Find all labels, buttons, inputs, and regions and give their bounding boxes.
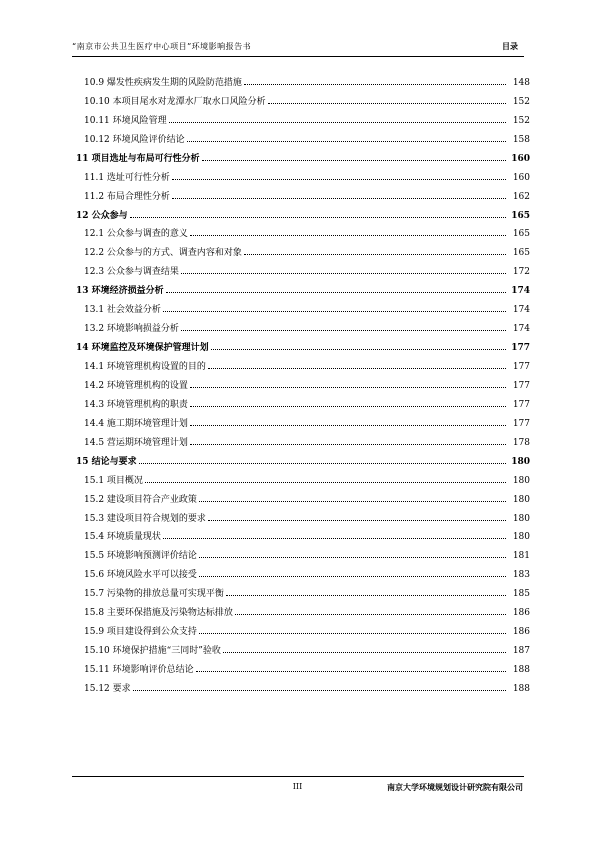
toc-leader-dots bbox=[208, 367, 506, 369]
toc-leader-dots bbox=[172, 197, 506, 199]
toc-entry-page: 186 bbox=[512, 627, 530, 638]
toc-leader-dots bbox=[235, 613, 506, 615]
page-header bbox=[72, 38, 524, 56]
toc-entry-page: 180 bbox=[512, 532, 530, 543]
toc-leader-dots bbox=[190, 424, 506, 426]
toc-entry-page: 177 bbox=[512, 380, 530, 391]
toc-entry-label: 10.11 环境风险管理 bbox=[84, 115, 167, 126]
toc-entry-label: 15.1 项目概况 bbox=[84, 475, 143, 486]
toc-section-entry[interactable] bbox=[76, 505, 530, 524]
toc-leader-dots bbox=[190, 443, 506, 445]
toc-entry-label: 15.2 建设项目符合产业政策 bbox=[84, 494, 197, 505]
toc-section-entry[interactable] bbox=[76, 315, 530, 334]
toc-section-entry[interactable] bbox=[76, 561, 530, 580]
toc-entry-label: 13 环境经济损益分析 bbox=[76, 286, 164, 297]
toc-entry-label: 15.10 环境保护措施“三同时”验收 bbox=[84, 646, 221, 657]
toc-section-entry[interactable] bbox=[76, 239, 530, 258]
toc-leader-dots bbox=[226, 594, 506, 596]
toc-entry-label: 13.1 社会效益分析 bbox=[84, 305, 161, 316]
toc-section-entry[interactable] bbox=[76, 542, 530, 561]
toc-entry-page: 152 bbox=[512, 115, 530, 126]
toc-entry-page: 172 bbox=[512, 267, 530, 278]
toc-section-entry[interactable] bbox=[76, 164, 530, 183]
toc-entry-label: 15.11 环境影响评价总结论 bbox=[84, 665, 194, 675]
toc-leader-dots bbox=[202, 159, 506, 161]
toc-section-entry[interactable] bbox=[76, 410, 530, 429]
toc-entry-page: 177 bbox=[512, 362, 530, 372]
toc-leader-dots bbox=[187, 140, 506, 142]
toc-leader-dots bbox=[163, 310, 506, 312]
toc-entry-page: 160 bbox=[512, 172, 530, 183]
toc-section-entry[interactable] bbox=[76, 580, 530, 599]
toc-entry-label: 14.3 环境管理机构的职责 bbox=[84, 399, 188, 410]
toc-leader-dots bbox=[196, 670, 506, 672]
toc-entry-label: 14.5 营运期环境管理计划 bbox=[84, 437, 188, 448]
toc-entry-label: 15.5 环境影响预测评价结论 bbox=[84, 551, 197, 562]
toc-entry-page: 185 bbox=[512, 589, 530, 600]
toc-leader-dots bbox=[181, 329, 506, 331]
toc-entry-page: 186 bbox=[512, 608, 530, 619]
toc-leader-dots bbox=[166, 291, 506, 293]
toc-leader-dots bbox=[244, 253, 506, 255]
toc-entry-label: 12.1 公众参与调查的意义 bbox=[84, 229, 188, 240]
toc-entry-page: 165 bbox=[512, 229, 530, 240]
toc-entry-label: 15.6 环境风险水平可以接受 bbox=[84, 570, 197, 581]
toc-entry-page: 152 bbox=[512, 96, 530, 107]
toc-chapter-entry[interactable] bbox=[76, 145, 530, 164]
toc-entry-page: 174 bbox=[511, 286, 530, 297]
toc-section-entry[interactable] bbox=[76, 618, 530, 637]
toc-entry-label: 15.8 主要环保措施及污染物达标排放 bbox=[84, 608, 233, 619]
toc-entry-page: 180 bbox=[511, 456, 530, 467]
page-number: III bbox=[292, 782, 303, 791]
toc-entry-label: 14.1 环境管理机构设置的目的 bbox=[84, 362, 206, 372]
toc-entry-page: 174 bbox=[512, 305, 530, 316]
toc-section-entry[interactable] bbox=[76, 353, 530, 372]
toc-leader-dots bbox=[208, 519, 506, 521]
toc-entry-label: 15.4 环境质量现状 bbox=[84, 532, 161, 543]
toc-entry-page: 174 bbox=[512, 324, 530, 335]
toc-entry-label: 13.2 环境影响损益分析 bbox=[84, 324, 179, 335]
toc-section-entry[interactable] bbox=[76, 183, 530, 202]
header-divider bbox=[72, 56, 524, 57]
toc-entry-page: 180 bbox=[512, 513, 530, 524]
toc-section-entry[interactable] bbox=[76, 656, 530, 675]
toc-chapter-entry[interactable] bbox=[76, 202, 530, 221]
toc-entry-page: 183 bbox=[512, 570, 530, 581]
toc-entry-label: 10.9 爆发性疾病发生期的风险防范措施 bbox=[84, 77, 242, 88]
toc-section-entry[interactable] bbox=[76, 675, 530, 694]
toc-leader-dots bbox=[145, 481, 506, 483]
toc-section-entry[interactable] bbox=[76, 467, 530, 486]
toc-entry-page: 162 bbox=[512, 191, 530, 202]
section-title: 目录 bbox=[502, 41, 518, 51]
toc-leader-dots bbox=[199, 500, 506, 502]
toc-entry-label: 11.1 选址可行性分析 bbox=[84, 172, 170, 183]
toc-entry-label: 11.2 布局合理性分析 bbox=[84, 191, 170, 202]
toc-section-entry[interactable] bbox=[76, 599, 530, 618]
toc-entry-label: 15.3 建设项目符合规划的要求 bbox=[84, 513, 206, 524]
toc-leader-dots bbox=[172, 178, 506, 180]
toc-section-entry[interactable] bbox=[76, 69, 530, 88]
toc-leader-dots bbox=[268, 102, 506, 104]
toc-entry-page: 158 bbox=[512, 134, 530, 145]
toc-entry-label: 15.7 污染物的排放总量可实现平衡 bbox=[84, 589, 224, 600]
toc-entry-label: 12.3 公众参与调查结果 bbox=[84, 267, 179, 278]
document-title: “南京市公共卫生医疗中心项目”环境影响报告书 bbox=[72, 42, 252, 51]
toc-entry-label: 10.10 本项目尾水对龙潭水厂取水口风险分析 bbox=[84, 96, 266, 107]
toc-section-entry[interactable] bbox=[76, 88, 530, 107]
toc-section-entry[interactable] bbox=[76, 637, 530, 656]
toc-section-entry[interactable] bbox=[76, 372, 530, 391]
toc-leader-dots bbox=[169, 121, 506, 123]
toc-entry-label: 14.2 环境管理机构的设置 bbox=[84, 380, 188, 391]
toc-entry-page: 177 bbox=[512, 418, 530, 429]
toc-leader-dots bbox=[133, 689, 506, 691]
toc-section-entry[interactable] bbox=[76, 221, 530, 240]
toc-section-entry[interactable] bbox=[76, 258, 530, 277]
toc-leader-dots bbox=[199, 556, 506, 558]
toc-leader-dots bbox=[163, 537, 506, 539]
toc-entry-page: 180 bbox=[512, 494, 530, 505]
toc-leader-dots bbox=[190, 386, 506, 388]
toc-entry-page: 181 bbox=[512, 551, 530, 562]
toc-leader-dots bbox=[199, 632, 506, 634]
toc-leader-dots bbox=[139, 462, 506, 464]
toc-leader-dots bbox=[211, 348, 506, 350]
toc-leader-dots bbox=[190, 405, 506, 407]
toc-entry-label: 14.4 施工期环境管理计划 bbox=[84, 418, 188, 429]
toc-entry-page: 177 bbox=[512, 399, 530, 410]
toc-chapter-entry[interactable] bbox=[76, 277, 530, 296]
toc-entry-label: 11 项目选址与布局可行性分析 bbox=[76, 153, 200, 164]
toc-entry-page: 148 bbox=[512, 77, 530, 88]
toc-entry-page: 178 bbox=[512, 437, 530, 448]
toc-entry-page: 165 bbox=[512, 248, 530, 259]
table-of-contents bbox=[76, 69, 530, 694]
toc-entry-page: 188 bbox=[512, 665, 530, 675]
toc-chapter-entry[interactable] bbox=[76, 334, 530, 353]
toc-chapter-entry[interactable] bbox=[76, 448, 530, 467]
toc-leader-dots bbox=[199, 575, 506, 577]
toc-entry-page: 160 bbox=[511, 153, 530, 164]
footer-divider bbox=[72, 776, 524, 777]
toc-entry-label: 12 公众参与 bbox=[76, 210, 128, 221]
toc-section-entry[interactable] bbox=[76, 486, 530, 505]
organization-name: 南京大学环境规划设计研究院有限公司 bbox=[387, 782, 523, 792]
toc-entry-page: 188 bbox=[512, 683, 530, 694]
toc-entry-page: 180 bbox=[512, 475, 530, 486]
toc-entry-label: 15.9 项目建设得到公众支持 bbox=[84, 627, 197, 638]
toc-entry-label: 15.12 要求 bbox=[84, 683, 131, 694]
toc-section-entry[interactable] bbox=[76, 126, 530, 145]
toc-entry-page: 177 bbox=[511, 343, 530, 354]
toc-leader-dots bbox=[130, 216, 506, 218]
toc-entry-label: 12.2 公众参与的方式、调查内容和对象 bbox=[84, 248, 242, 259]
toc-section-entry[interactable] bbox=[76, 107, 530, 126]
toc-entry-page: 187 bbox=[512, 646, 530, 657]
toc-entry-label: 15 结论与要求 bbox=[76, 456, 137, 467]
toc-leader-dots bbox=[244, 83, 506, 85]
toc-entry-label: 14 环境监控及环境保护管理计划 bbox=[76, 343, 209, 354]
toc-section-entry[interactable] bbox=[76, 391, 530, 410]
toc-section-entry[interactable] bbox=[76, 524, 530, 543]
toc-section-entry[interactable] bbox=[76, 429, 530, 448]
toc-leader-dots bbox=[223, 651, 506, 653]
toc-entry-label: 10.12 环境风险评价结论 bbox=[84, 134, 185, 145]
toc-entry-page: 165 bbox=[511, 210, 530, 221]
toc-leader-dots bbox=[181, 272, 506, 274]
toc-section-entry[interactable] bbox=[76, 296, 530, 315]
toc-leader-dots bbox=[190, 234, 506, 236]
